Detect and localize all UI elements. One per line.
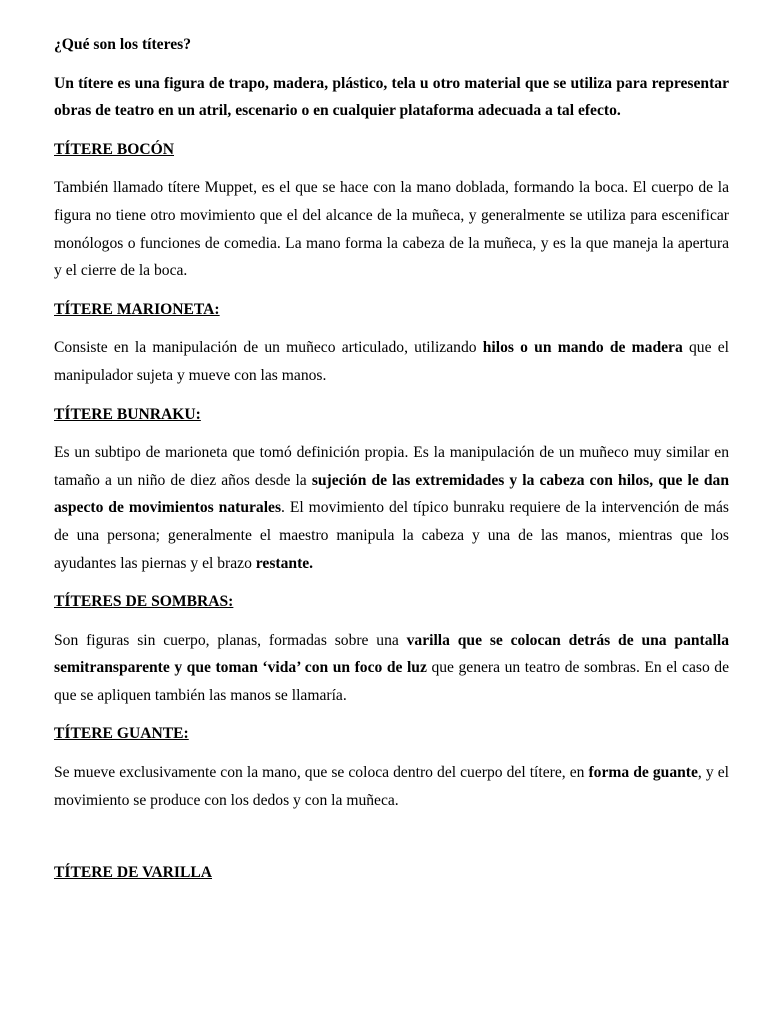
document-page bbox=[54, 31, 729, 898]
paragraph-titere-marioneta bbox=[54, 334, 729, 389]
heading-titere-marioneta: TÍTERE MARIONETA: bbox=[54, 300, 220, 318]
heading-titere-guante: TÍTERE GUANTE: bbox=[54, 725, 189, 743]
bunraku-bold-1: sujeción de las extremidades y la cabeza con hilos, que le dan aspecto de movimientos naturales bbox=[54, 471, 729, 517]
paragraph-titere-guante bbox=[54, 759, 729, 814]
marioneta-text-2: que el manipulador sujeta y mueve con las manos. bbox=[54, 339, 729, 384]
marioneta-text-1: Consiste en la manipulación de un muñeco articulado, utilizando bbox=[54, 339, 483, 357]
heading-titere-bunraku: TÍTERE BUNRAKU: bbox=[54, 405, 201, 423]
paragraph-titere-bocon: También llamado títere Muppet, es el que se hace con la mano doblada, formando la boca. El cuerpo de la figura no tiene otro movimiento que el del alcance de la muñeca, y generalmente se utiliza para escenificar monólogos o funciones de comedia. La mano forma la cabeza de la muñeca, y es la que maneja la apertura y el cierre de la boca. bbox=[54, 179, 729, 280]
sombras-text-1: Son figuras sin cuerpo, planas, formadas sobre una bbox=[54, 631, 407, 649]
paragraph-titere-bunraku bbox=[54, 439, 729, 577]
intro-paragraph: Un títere es una figura de trapo, madera, plástico, tela u otro material que se utiliza para representar obras de teatro en un atril, escenario o en cualquier plataforma adecuada a tal efecto. bbox=[54, 74, 729, 120]
heading-titeres-sombras: TÍTERES DE SOMBRAS: bbox=[54, 593, 234, 611]
page-question: ¿Qué son los títeres? bbox=[54, 36, 192, 53]
bunraku-bold-2: restante. bbox=[255, 554, 314, 572]
paragraph-titeres-sombras bbox=[54, 627, 729, 710]
sombras-text-2: que genera un teatro de sombras. En el caso de que se apliquen también las manos se llamaría. bbox=[54, 659, 730, 704]
bunraku-text-2: . El movimiento del típico bunraku requiere de la intervención de más de una persona; generalmente el maestro manipula la cabeza y una de las manos, mientras que los ayudantes las piernas y el brazo bbox=[54, 499, 729, 572]
guante-text-2: , y el movimiento se produce con los dedos y con la muñeca. bbox=[54, 764, 729, 809]
heading-titere-varilla: TÍTERE DE VARILLA bbox=[54, 864, 213, 882]
bunraku-text-1: Es un subtipo de marioneta que tomó definición propia. Es la manipulación de un muñeco muy similar en tamaño a un niño de diez años desde la bbox=[54, 444, 729, 489]
guante-text-1: Se mueve exclusivamente con la mano, que se coloca dentro del cuerpo del títere, en bbox=[54, 764, 589, 782]
heading-titere-bocon: TÍTERE BOCÓN bbox=[54, 140, 175, 158]
guante-bold-1: forma de guante bbox=[588, 764, 698, 782]
sombras-bold-1: varilla que se colocan detrás de una pantalla semitransparente y que toman ‘vida’ con un foco de luz bbox=[54, 631, 729, 677]
blank-spacer bbox=[54, 825, 729, 859]
marioneta-bold-1: hilos o un mando de madera bbox=[482, 339, 683, 357]
